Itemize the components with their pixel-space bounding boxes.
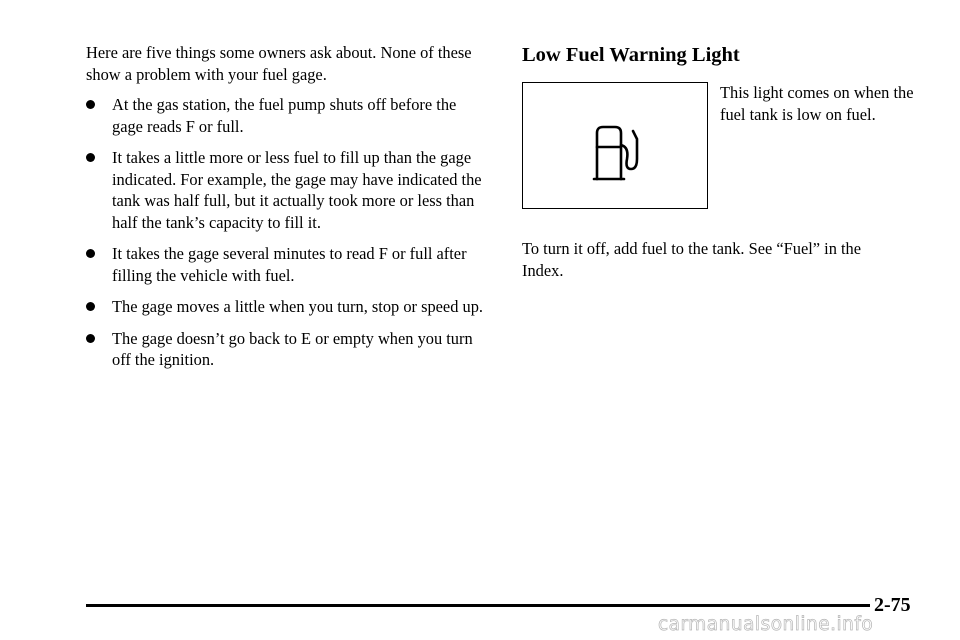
list-item-text: The gage moves a little when you turn, stop or speed up. (112, 297, 483, 316)
footer-divider (86, 604, 870, 607)
intro-paragraph: Here are five things some owners ask about. None of these show a problem with your fuel gage. (86, 43, 472, 84)
bullet-icon (86, 249, 95, 258)
list-item-text: At the gas station, the fuel pump shuts off before the gage reads F or full. (112, 95, 457, 136)
bullet-icon (86, 302, 95, 311)
list-item-text: It takes a little more or less fuel to fill up than the gage indicated. For example, the gage may have indicated the tank was half full, but it actually took more or less than half the tank’s capacity to fill it. (112, 148, 482, 232)
watermark: carmanualsonline.info (658, 614, 874, 635)
indicator-caption: This light comes on when the fuel tank is low on fuel. (720, 83, 914, 124)
page-number: 2-75 (874, 594, 911, 616)
left-column (86, 42, 490, 381)
list-item-text: It takes the gage several minutes to read F or full after filling the vehicle with fuel. (112, 244, 467, 285)
list-item (86, 296, 490, 318)
indicator-illustration (522, 82, 708, 209)
bullet-icon (86, 100, 95, 109)
bullet-icon (86, 334, 95, 343)
list-item (86, 94, 490, 137)
section-heading: Low Fuel Warning Light (522, 44, 740, 66)
list-item-text: The gage doesn’t go back to E or empty when you turn off the ignition. (112, 328, 473, 369)
bullet-icon (86, 153, 95, 162)
list-item (86, 243, 490, 286)
bullet-list (86, 94, 490, 371)
list-item (86, 147, 490, 233)
instruction-paragraph: To turn it off, add fuel to the tank. See “Fuel” in the Index. (522, 239, 862, 280)
fuel-pump-icon (591, 123, 645, 181)
list-item (86, 328, 490, 371)
